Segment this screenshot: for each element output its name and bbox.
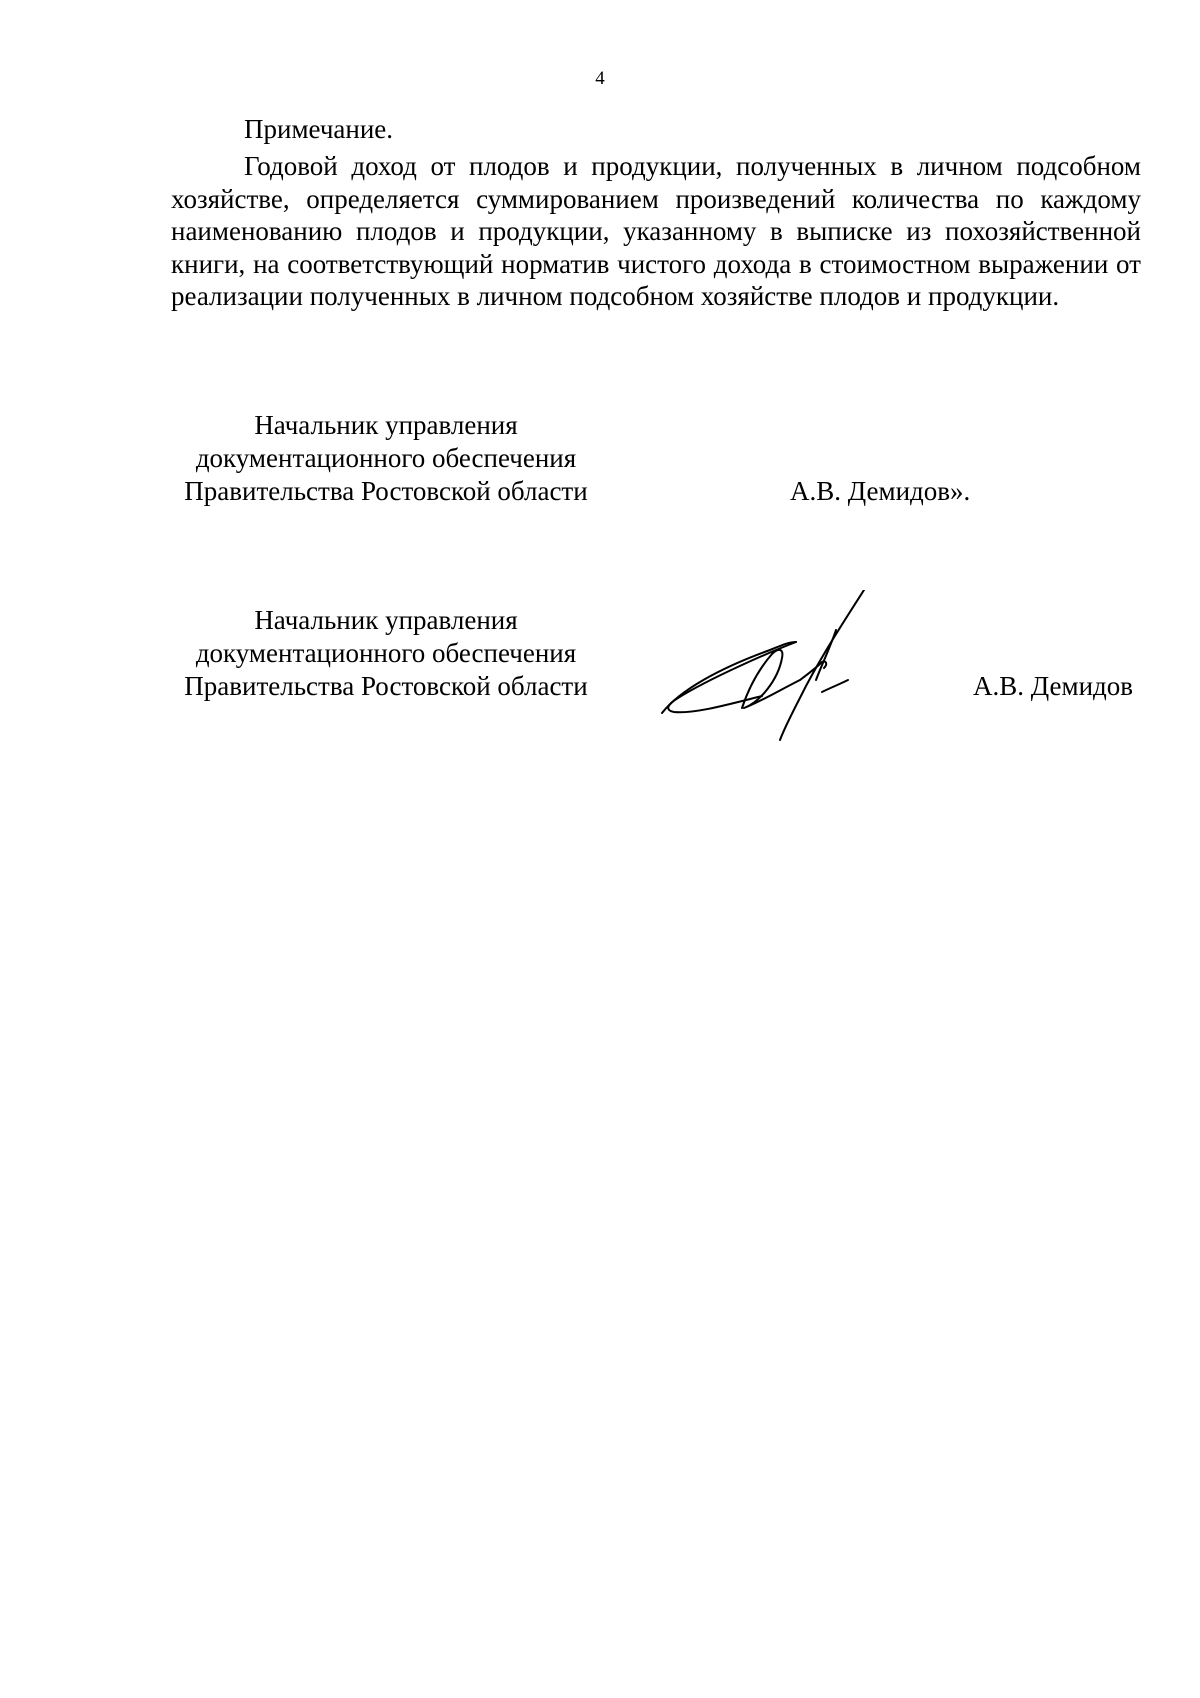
- page-number: 4: [595, 68, 605, 89]
- signatory-name-2: А.В. Демидов: [973, 671, 1134, 701]
- position-line: документационного обеспечения: [195, 443, 577, 473]
- signatory-position-2: [171, 604, 601, 703]
- position-line: Начальник управления: [254, 605, 518, 635]
- note-title: Примечание.: [244, 114, 394, 144]
- note-body: Годовой доход от плодов и продукции, полученных в личном подсобном хозяйстве, определяется суммированием произведений количества по каждому наименованию плодов и продукции, указанному в выписке из похозяйственной книги, на соответствующий норматив чистого дохода в стоимостном выражении от реализации полученных в личном подсобном хозяйстве плодов и продукции.: [171, 151, 1141, 311]
- handwritten-signature: [650, 590, 950, 750]
- position-line: Начальник управления: [254, 410, 518, 440]
- position-line: Правительства Ростовской области: [184, 671, 588, 701]
- position-line: Правительства Ростовской области: [184, 476, 588, 506]
- signatory-name-1: А.В. Демидов».: [790, 476, 971, 506]
- position-line: документационного обеспечения: [195, 638, 577, 668]
- signatory-position-1: [171, 409, 601, 508]
